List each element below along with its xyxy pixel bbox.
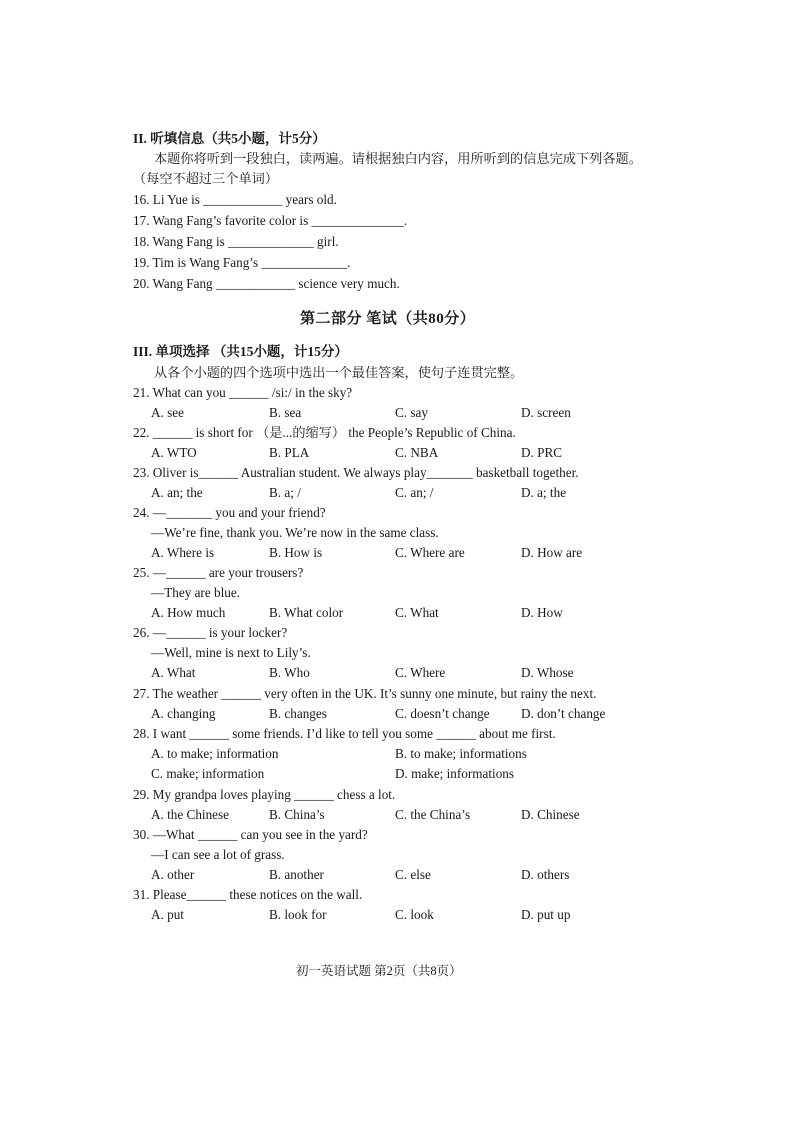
question-26-option-c: C. Where [395,665,446,680]
question-29-option-c: C. the China’s [395,807,471,822]
question-23-option-b: B. a; / [269,485,301,500]
question-22-option-b: B. PLA [269,445,310,460]
question-31-option-d: D. put up [521,907,571,922]
question-25-option-c: C. What [395,605,439,620]
question-29-option-a: A. the Chinese [151,807,230,822]
question-24-option-d: D. How are [521,545,583,560]
question-21-stem: 21. What can you ______ /si:/ in the sky? [133,385,353,400]
question-22-stem: 22. ______ is short for （是...的缩写） the People’s Republic of China. [133,425,516,440]
question-28-stem: 28. I want ______ some friends. I’d like to tell you some ______ about me first. [133,726,556,741]
question-25-stem: 25. —______ are your trousers? [133,565,304,580]
question-24-option-c: C. Where are [395,545,465,560]
question-27-stem: 27. The weather ______ very often in the UK. It’s sunny one minute, but rainy the next. [133,686,597,701]
question-25-option-b: B. What color [269,605,344,620]
question-30-option-b: B. another [269,867,324,882]
section-3-instruction: 从各个小题的四个选项中选出一个最佳答案，使句子连贯完整。 [154,365,524,380]
question-25-option-d: D. How [521,605,563,620]
question-21-option-a: A. see [151,405,184,420]
question-27-option-c: C. doesn’t change [395,706,490,721]
question-24-option-a: A. Where is [151,545,215,560]
question-16: 16. Li Yue is ____________ years old. [133,192,337,207]
question-23-stem: 23. Oliver is______ Australian student. We always play_______ basketball together. [133,465,579,480]
question-22-option-c: C. NBA [395,445,439,460]
question-17: 17. Wang Fang’s favorite color is ______________. [133,213,408,228]
question-24-stem: 24. —_______ you and your friend? [133,505,326,520]
part-2-title: 第二部分 笔试（共80分） [300,311,476,327]
section-2-note: （每空不超过三个单词） [133,171,279,186]
question-23-option-a: A. an; the [151,485,203,500]
section-2-instruction: 本题你将听到一段独白，读两遍。请根据独白内容，用所听到的信息完成下列各题。 [154,151,642,166]
question-21-option-d: D. screen [521,405,571,420]
question-28-option-d: D. make; informations [395,766,515,781]
question-30-reply: —I can see a lot of grass. [151,847,285,862]
question-31-option-c: C. look [395,907,434,922]
question-29-stem: 29. My grandpa loves playing ______ chess a lot. [133,787,396,802]
question-26-option-b: B. Who [269,665,310,680]
question-21-option-c: C. say [395,405,428,420]
question-28-option-b: B. to make; informations [395,746,527,761]
question-26-stem: 26. —______ is your locker? [133,625,288,640]
question-26-option-a: A. What [151,665,196,680]
question-24-option-b: B. How is [269,545,323,560]
question-26-reply: —Well, mine is next to Lily’s. [151,645,311,660]
question-22-option-a: A. WTO [151,445,197,460]
question-30-option-c: C. else [395,867,431,882]
section-2-title: II. 听填信息（共5小题，计5分） [133,131,326,146]
question-24-reply: —We’re fine, thank you. We’re now in the same class. [151,525,439,540]
section-3-title: III. 单项选择 （共15小题，计15分） [133,344,348,359]
question-22-option-d: D. PRC [521,445,563,460]
question-20: 20. Wang Fang ____________ science very much. [133,276,400,291]
question-23-option-d: D. a; the [521,485,567,500]
question-30-stem: 30. —What ______ can you see in the yard? [133,827,368,842]
question-25-option-a: A. How much [151,605,226,620]
question-31-option-a: A. put [151,907,184,922]
question-26-option-d: D. Whose [521,665,574,680]
question-31-option-b: B. look for [269,907,327,922]
question-29-option-d: D. Chinese [521,807,580,822]
question-23-option-c: C. an; / [395,485,434,500]
page-footer: 初一英语试题 第2页（共8页） [296,964,462,978]
question-21-option-b: B. sea [269,405,302,420]
question-28-option-c: C. make; information [151,766,265,781]
question-28-option-a: A. to make; information [151,746,279,761]
question-27-option-a: A. changing [151,706,216,721]
question-30-option-a: A. other [151,867,195,882]
question-31-stem: 31. Please______ these notices on the wall. [133,887,363,902]
question-27-option-d: D. don’t change [521,706,606,721]
question-27-option-b: B. changes [269,706,327,721]
question-19: 19. Tim is Wang Fang’s _____________. [133,255,351,270]
question-25-reply: —They are blue. [151,585,240,600]
question-18: 18. Wang Fang is _____________ girl. [133,234,339,249]
question-30-option-d: D. others [521,867,570,882]
question-29-option-b: B. China’s [269,807,325,822]
